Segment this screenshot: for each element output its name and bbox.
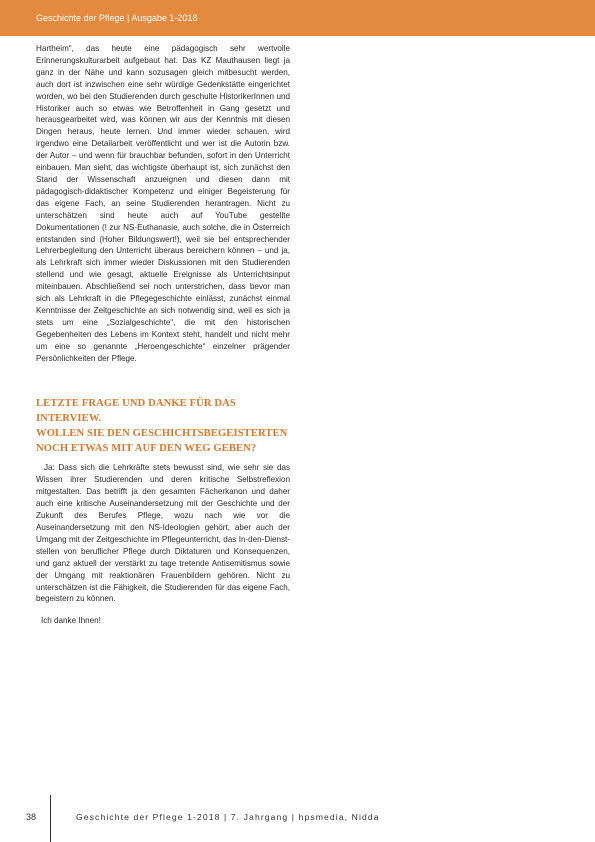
heading-line-2: WOLLEN SIE DEN GESCHICHTSBEGEISTERTEN	[36, 428, 288, 440]
closing-line: Ich danke Ihnen!	[41, 616, 101, 626]
page-header-bar	[0, 0, 595, 36]
footer-publication-line: Geschichte der Pflege 1-2018 | 7. Jahrgang | hpsmedia, Nidda	[76, 812, 380, 822]
heading-line-3: NOCH ETWAS MIT AUF DEN WEG GEBEN?	[36, 443, 257, 455]
page-number: 38	[26, 812, 37, 822]
footer-divider	[50, 795, 51, 842]
section-heading	[36, 396, 290, 456]
text-column	[36, 43, 290, 627]
body-paragraph-1: Hartheim“, das heute eine pädagogisch sehr wertvolle Erinnerungskulturarbeit aufgebaut hat. Das KZ Mauthausen liegt ja ganz in der Nähe und kann sozusagen gleich mitbesucht werden, auch dort ist inzwischen eine sehr würdige Gedenkstätte eingerichtet worden, wo bei den Studierenden durch geschulte HistorikerInnen und Historiker auch so etwas wie Betroffenheit in Gang gesetzt und herausgearbeitet wird, was können wir aus der Kenntnis mit diesen Dingen heraus, heute lernen. Und immer wieder schauen, wird irgendwo eine Detailarbeit veröffentlicht und wer ist die Autorin bzw. der Autor – und wenn für brauchbar befunden, sofort in den Unterricht einbauen. Man sieht, das wichtigste überhaupt ist, sich zunächst den Stand der Wissenschaft anzueignen und diesen dann mit pädagogisch-didaktischer Kompetenz und einiger Begeisterung für das eigene Fach, an seine Studierenden herantragen. Nicht zu unterschätzen sind heute auch auf YouTube gestellte Dokumentationen (! zur NS-Euthanasie, auch solche, die in Österreich entstanden sind (Hoher Bildungswert!), weil sie bei entsprechender Lehrerbegleitung den Unterricht überaus bereichern können – und ja, als Lehrkraft sich immer wieder Diskussionen mit den Studierenden stellend und wie gesagt, aktuelle Ereignisse als Unterrichtsinput miteinbauen. Abschließend sei noch unterstrichen, dass bevor man sich als Lehrkraft in die Pflegegeschichte einlässt, zunächst einmal Kenntnisse der Zeitgeschichte an sich notwendig sind, weil es sich ja stets um eine „Sozialgeschichte“, die mit den historischen Gegebenheiten des Lebens im Kontext steht, handelt und nicht mehr um eine so genannte „Heroengeschichte“ einzelner prägender Persönlichkeiten der Pflege.	[36, 44, 290, 363]
heading-line-1: LETZTE FRAGE UND DANKE FÜR DAS INTERVIEW.	[36, 398, 236, 425]
running-title: Geschichte der Pflege | Ausgabe 1-2018	[36, 13, 198, 23]
body-paragraph-2: Ja: Dass sich die Lehrkräfte stets bewusst sind, wie sehr sie das Wissen ihrer Studierenden und deren kritische Selbstreflexion mitgestalten. Das betrifft ja den gesamten Fächerkanon und daher auch eine kritische Auseinandersetzung mit der Geschichte und der Zukunft des Berufes Pflege, wozu nach wie vor die Auseinandersetzung mit den NS-Ideologien gehört, aber auch der Umgang mit der Zeitgeschichte im Pflegeunterricht, das In-den-Dienst-stellen von beruflicher Pflege durch Diktaturen und Konsequenzen, und ganz aktuell der verstärkt zu tage tretende Antisemitismus sowie der Umgang mit reaktionären Frauenbildern gehören. Nicht zu unterschätzen ist die Fähigkeit, die Studierenden für das eigene Fach, begeistern zu können.	[36, 463, 290, 604]
